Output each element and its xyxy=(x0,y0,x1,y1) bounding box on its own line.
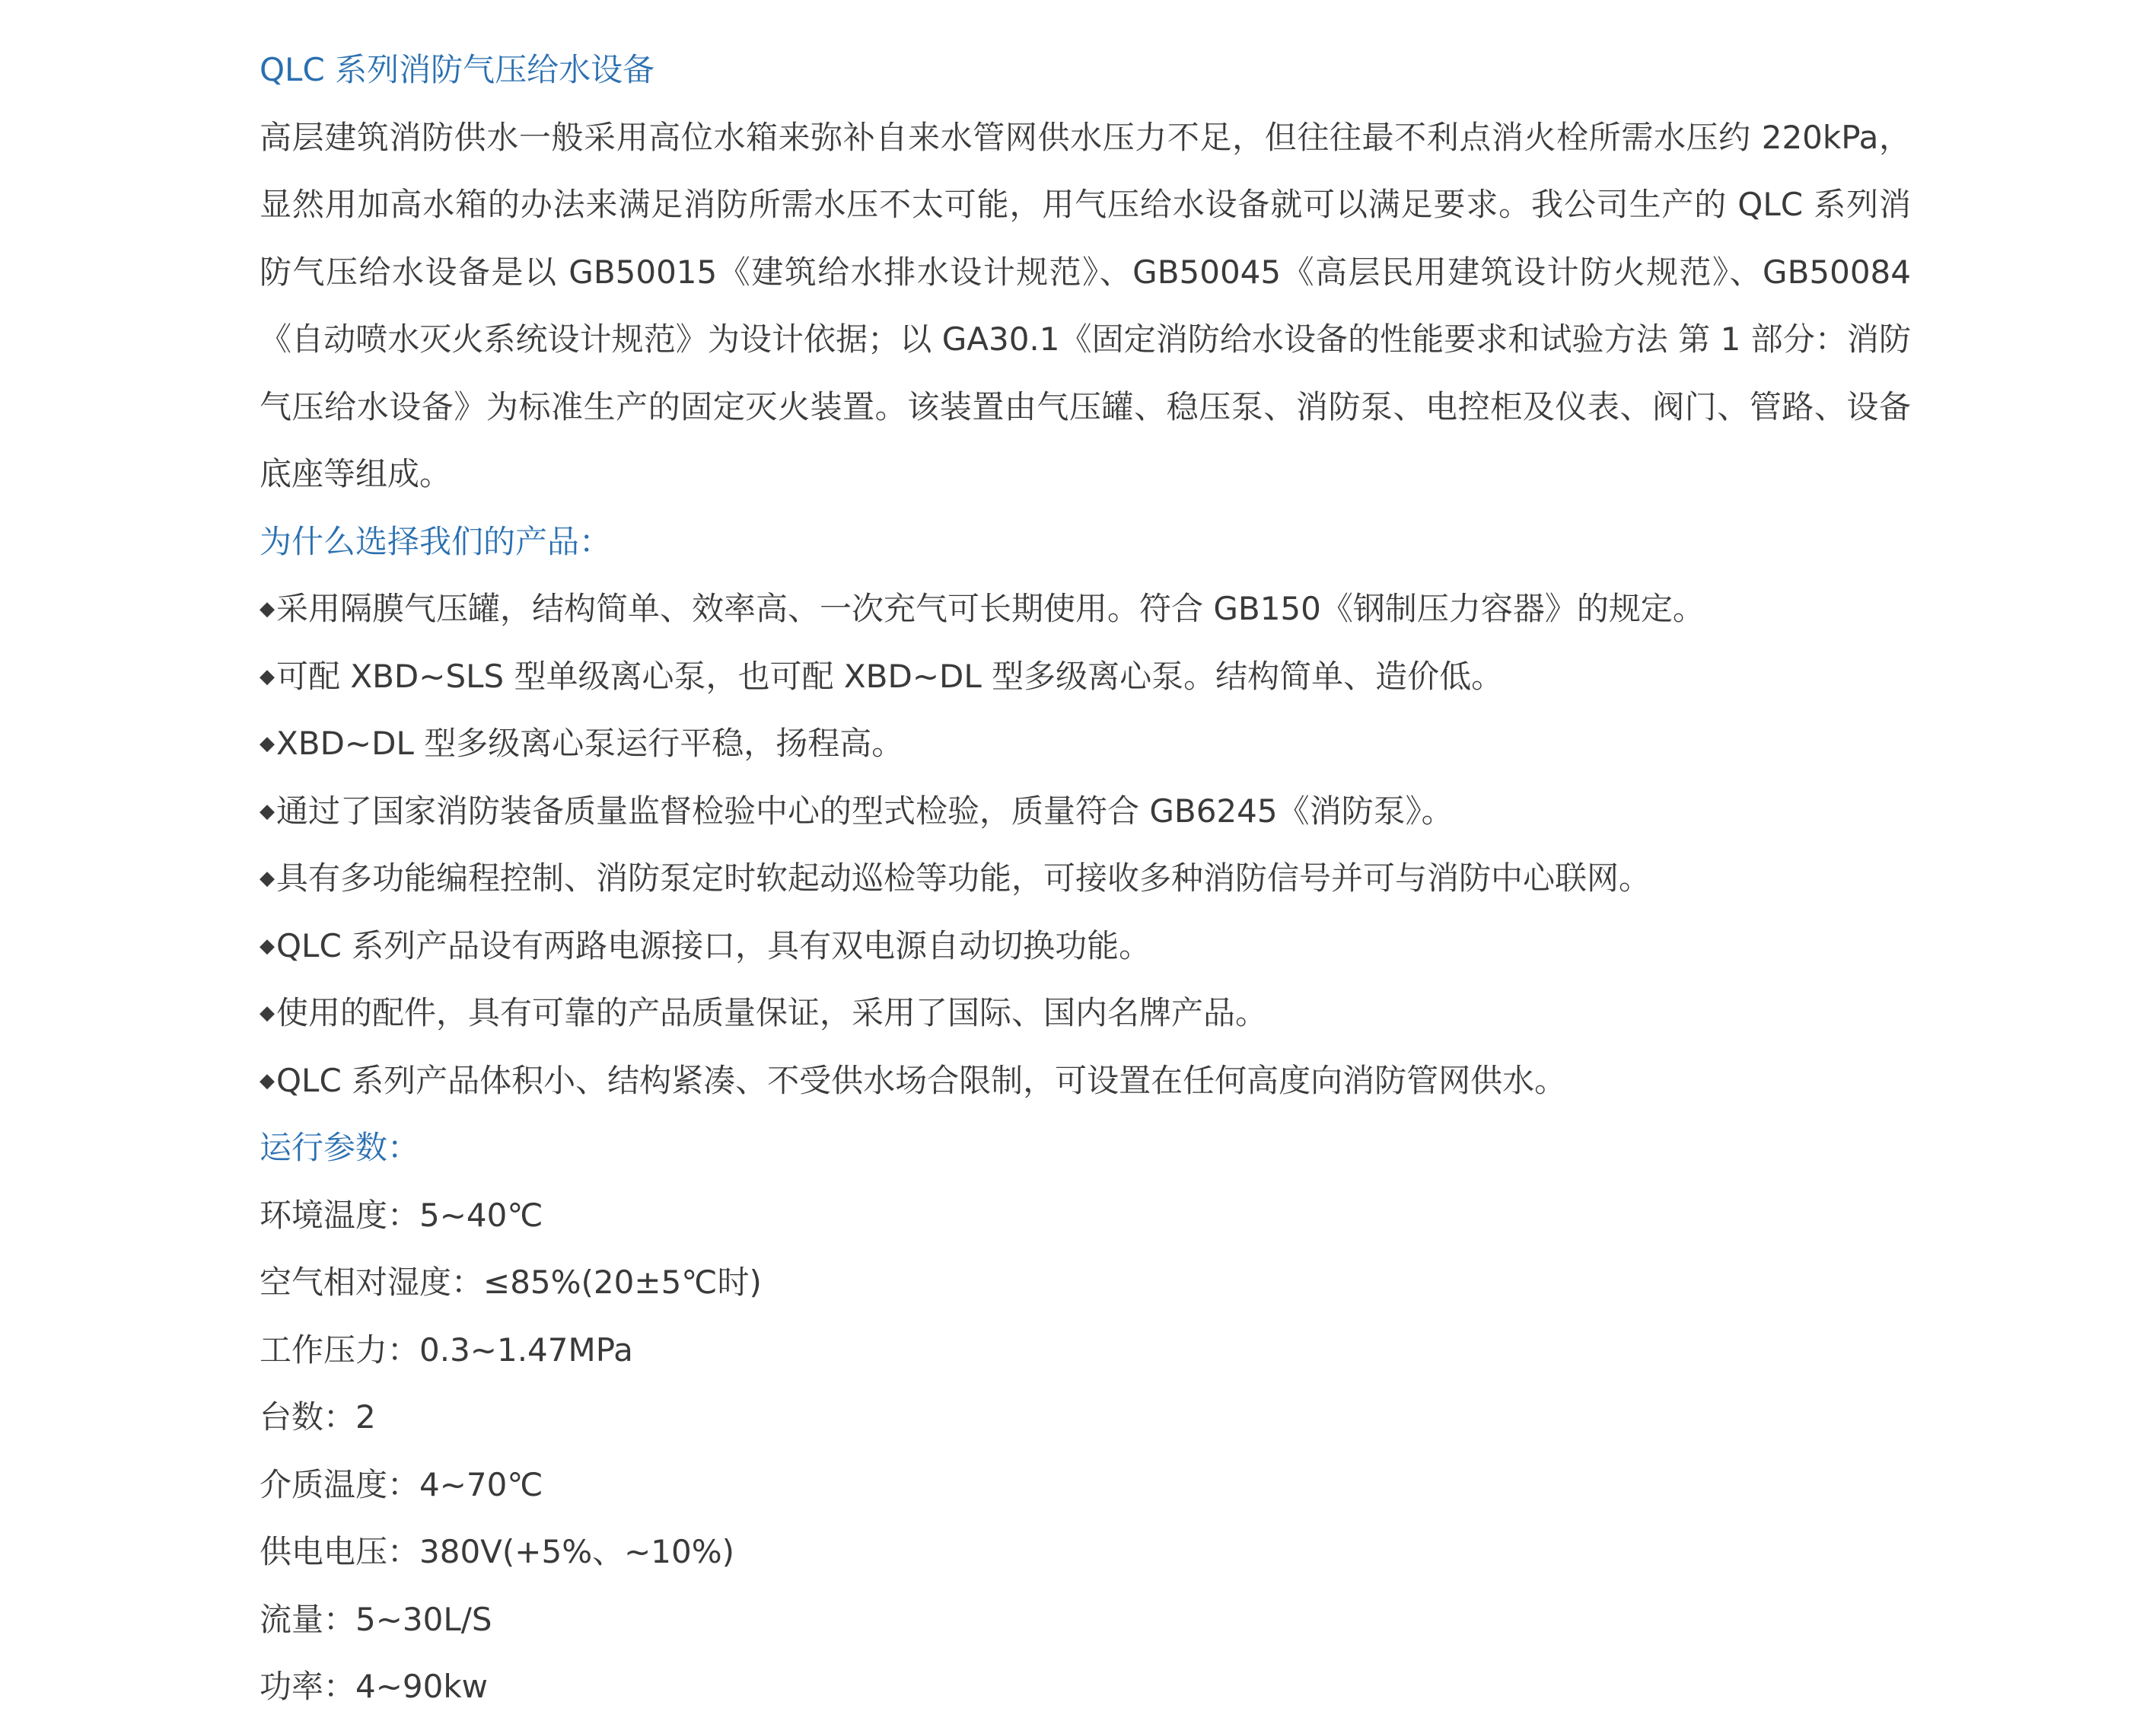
param-ambient-temperature: 环境温度：5~40℃ xyxy=(260,1196,543,1234)
param-medium-temperature: 介质温度：4~70℃ xyxy=(260,1465,543,1503)
product-title: QLC 系列消防气压给水设备 xyxy=(260,51,655,88)
operating-params-heading: 运行参数： xyxy=(260,1129,420,1166)
diamond-bullet-icon: ◆ xyxy=(260,598,275,620)
param-relative-humidity: 空气相对湿度：≤85%(20±5℃时) xyxy=(260,1264,762,1301)
list-item: ◆具有多功能编程控制、消防泵定时软起动巡检等功能，可接收多种消防信号并可与消防中心联网。 xyxy=(260,859,1651,897)
params-list xyxy=(260,1182,1911,1721)
article-content xyxy=(260,37,1911,1721)
list-item: ◆可配 XBD~SLS 型单级离心泵，也可配 XBD~DL 型多级离心泵。结构简单、造价低。 xyxy=(260,657,1504,695)
list-item: ◆QLC 系列产品设有两路电源接口，具有双电源自动切换功能。 xyxy=(260,926,1151,964)
list-item: ◆采用隔膜气压罐，结构简单、效率高、一次充气可长期使用。符合 GB150《钢制压力容器》的规定。 xyxy=(260,590,1705,627)
param-supply-voltage: 供电电压：380V(+5%、~10%) xyxy=(260,1533,735,1570)
param-power: 功率：4~90kw xyxy=(260,1668,489,1705)
list-item: ◆QLC 系列产品体积小、结构紧凑、不受供水场合限制，可设置在任何高度向消防管网供水。 xyxy=(260,1061,1567,1099)
diamond-bullet-icon: ◆ xyxy=(260,867,275,890)
diamond-bullet-icon: ◆ xyxy=(260,732,275,755)
param-unit-count: 台数：2 xyxy=(260,1398,376,1436)
diamond-bullet-icon: ◆ xyxy=(260,799,275,823)
list-item: ◆通过了国家消防装备质量监督检验中心的型式检验，质量符合 GB6245《消防泵》。 xyxy=(260,792,1454,830)
param-flow-rate: 流量：5~30L/S xyxy=(260,1600,492,1638)
intro-paragraph: 高层建筑消防供水一般采用高位水箱来弥补自来水管网供水压力不足，但往往最不利点消火栓所需水压约 220kPa，显然用加高水箱的办法来满足消防所需水压不太可能，用气压给水设备就可以满足要求。我公司生产的 QLC 系列消防气压给水设备是以 GB50015《建筑给水排水设计规范》、GB50045《高层民用建筑设计防火规范》、GB50084《自动喷水灭火系统设计规范》为设计依据；以 GA30.1《固定消防给水设备的性能要求和试验方法 第 1 部分：消防气压给水设备》为标准生产的固定灭火装置。该装置由气压罐、稳压泵、消防泵、电控柜及仪表、阀门、管路、设备底座等组成。 xyxy=(260,118,1911,492)
diamond-bullet-icon: ◆ xyxy=(260,1002,275,1025)
list-item: ◆XBD~DL 型多级离心泵运行平稳，扬程高。 xyxy=(260,725,904,762)
why-choose-heading: 为什么选择我们的产品： xyxy=(260,522,612,560)
diamond-bullet-icon: ◆ xyxy=(260,934,275,958)
diamond-bullet-icon: ◆ xyxy=(260,664,275,688)
diamond-bullet-icon: ◆ xyxy=(260,1069,275,1092)
list-item: ◆使用的配件，具有可靠的产品质量保证，采用了国际、国内名牌产品。 xyxy=(260,994,1268,1031)
param-working-pressure: 工作压力：0.3~1.47MPa xyxy=(260,1331,633,1369)
feature-list xyxy=(260,575,1911,1114)
